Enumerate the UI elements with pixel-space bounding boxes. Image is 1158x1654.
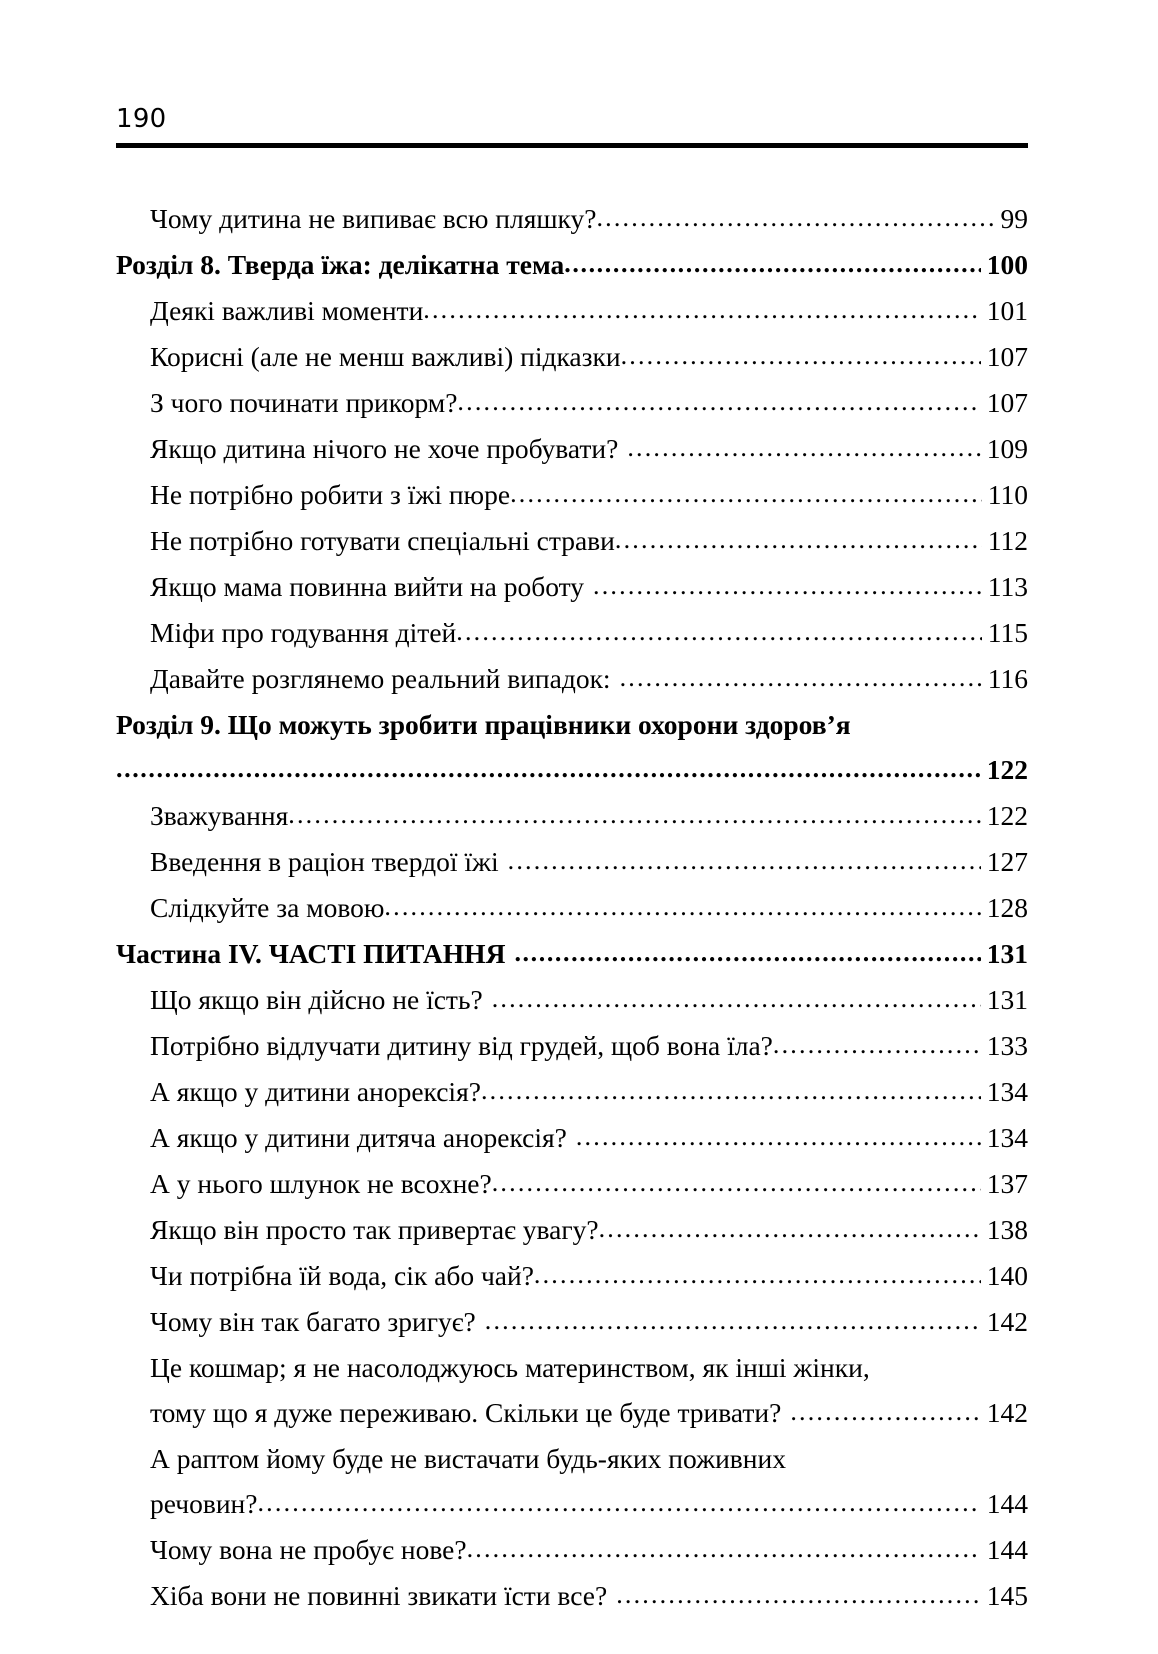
toc-entry-label: Що якщо він дійсно не їсть? xyxy=(150,984,483,1015)
toc-entry-label: Чи потрібна їй вода, сік або чай? xyxy=(150,1260,534,1291)
toc-entry-label: Чому дитина не випиває всю пляшку? xyxy=(150,203,597,234)
toc-entry-row xyxy=(150,1069,1028,1115)
toc-entry-row xyxy=(116,242,1028,288)
toc-entry-label: Слідкуйте за мовою xyxy=(150,892,385,923)
toc-entry[interactable] xyxy=(116,610,1028,656)
toc-leader-dots xyxy=(534,1253,981,1297)
running-head xyxy=(116,104,1028,148)
toc-entry[interactable] xyxy=(116,839,1028,885)
toc-leader-dots xyxy=(457,380,980,424)
toc-entry-row xyxy=(150,1161,1028,1207)
toc-entry-label: Не потрібно готувати спеціальні страви xyxy=(150,525,615,556)
toc-entry[interactable] xyxy=(116,288,1028,334)
toc-leader-dots xyxy=(773,1023,981,1067)
toc-entry-row xyxy=(150,1573,1028,1619)
toc-entry-row xyxy=(150,334,1028,380)
toc-leader-dots xyxy=(423,288,980,332)
toc-leader-dots xyxy=(257,1481,980,1525)
toc-entry-label: Корисні (але не менш важливі) підказки xyxy=(150,341,621,372)
toc-entry-row xyxy=(150,1115,1028,1161)
toc-leader-dots xyxy=(593,564,982,608)
toc-entry[interactable] xyxy=(116,564,1028,610)
toc-entry[interactable] xyxy=(116,702,1028,747)
toc-entry-row xyxy=(150,1390,1028,1436)
toc-entry[interactable] xyxy=(116,518,1028,564)
toc-entry[interactable] xyxy=(116,472,1028,518)
toc-entry-row xyxy=(150,472,1028,518)
toc-entry-row xyxy=(150,610,1028,656)
toc-entry-row xyxy=(150,885,1028,931)
toc-entry-label: Якщо він просто так привертає увагу? xyxy=(150,1214,599,1245)
toc-entry-page-number: 101 xyxy=(986,295,1028,326)
toc-entry-label: Потрібно відлучати дитину від грудей, щоб вона їла? xyxy=(150,1030,773,1061)
toc-entry-row xyxy=(150,1345,1028,1390)
toc-entry[interactable] xyxy=(116,1299,1028,1345)
toc-entry-label: Чому вона не пробує нове? xyxy=(150,1534,467,1565)
toc-entry-label: З чого починати прикорм? xyxy=(150,387,458,418)
toc-leader-dots xyxy=(510,472,982,516)
toc-entry-page-number: 142 xyxy=(986,1306,1028,1337)
toc-entry-label: Міфи про годування дітей xyxy=(150,617,457,648)
toc-entry-label: Не потрібно робити з їжі пюре xyxy=(150,479,511,510)
toc-entry-page-number: 144 xyxy=(986,1488,1028,1519)
toc-entry-page-number: 138 xyxy=(986,1214,1028,1245)
toc-entry-label: Введення в раціон твердої їжі xyxy=(150,846,499,877)
toc-entry-page-number: 122 xyxy=(986,800,1028,831)
toc-entry[interactable] xyxy=(116,1069,1028,1115)
toc-entry[interactable] xyxy=(116,1115,1028,1161)
header-rule-divider xyxy=(116,143,1028,148)
toc-entry-row xyxy=(150,656,1028,702)
toc-entry[interactable] xyxy=(116,1207,1028,1253)
toc-entry-row xyxy=(150,1299,1028,1345)
toc-entry-page-number: 115 xyxy=(987,617,1028,648)
toc-entry-label: Розділ 8. Тверда їжа: делікатна тема xyxy=(116,249,565,280)
toc-entry[interactable] xyxy=(116,1390,1028,1436)
toc-leader-dots xyxy=(790,1390,980,1434)
toc-entry-row xyxy=(150,288,1028,334)
toc-entry-row xyxy=(150,518,1028,564)
toc-entry-label: Давайте розглянемо реальний випадок: xyxy=(150,663,611,694)
toc-entry-page-number: 140 xyxy=(986,1260,1028,1291)
toc-entry-row xyxy=(150,839,1028,885)
toc-entry-page-number: 110 xyxy=(987,479,1028,510)
toc-entry-label: Розділ 9. Що можуть зробити працівники охорони здоров’я xyxy=(116,709,851,740)
toc-entry-page-number: 109 xyxy=(986,433,1028,464)
toc-leader-dots xyxy=(508,839,981,883)
toc-entry-row xyxy=(150,426,1028,472)
toc-entry-label: Деякі важливі моменти xyxy=(150,295,424,326)
toc-entry[interactable] xyxy=(116,334,1028,380)
toc-entry-page-number: 134 xyxy=(986,1076,1028,1107)
toc-entry[interactable] xyxy=(116,1023,1028,1069)
toc-entry[interactable] xyxy=(116,242,1028,288)
toc-leader-dots xyxy=(620,656,982,700)
toc-entry-page-number: 127 xyxy=(986,846,1028,877)
toc-entry-label: А якщо у дитини анорексія? xyxy=(150,1076,481,1107)
toc-entry-label: Це кошмар; я не насолоджуюсь материнством, як інші жінки, xyxy=(150,1352,870,1383)
toc-entry-label: Зважування xyxy=(150,800,289,831)
toc-entry-page-number: 99 xyxy=(1000,203,1028,234)
toc-entry-page-number: 142 xyxy=(986,1397,1028,1428)
toc-leader-dots xyxy=(456,610,982,654)
toc-entry-page-number: 116 xyxy=(987,663,1028,694)
toc-entry-row xyxy=(150,1527,1028,1573)
toc-entry-row xyxy=(150,977,1028,1023)
toc-entry-page-number: 107 xyxy=(986,387,1028,418)
toc-leader-dots xyxy=(481,1069,981,1113)
toc-entry-label: речовин? xyxy=(150,1488,258,1519)
toc-entry-label: А раптом йому буде не вистачати будь-яких поживних xyxy=(150,1443,786,1474)
toc-entry-page-number: 100 xyxy=(986,249,1028,280)
toc-entry[interactable] xyxy=(116,1527,1028,1573)
toc-entry[interactable] xyxy=(116,931,1028,977)
toc-leader-dots xyxy=(492,977,981,1021)
toc-entry-page-number: 145 xyxy=(986,1580,1028,1611)
toc-leader-dots xyxy=(514,931,980,975)
toc-entry[interactable] xyxy=(116,977,1028,1023)
toc-leader-dots xyxy=(384,885,980,929)
toc-entry-row xyxy=(150,1436,1028,1481)
toc-entry-label: тому що я дуже переживаю. Скільки це буде тривати? xyxy=(150,1397,782,1428)
toc-entry-row xyxy=(150,564,1028,610)
toc-entry-page-number: 134 xyxy=(986,1122,1028,1153)
toc-entry-page-number: 113 xyxy=(987,571,1028,602)
toc-leader-dots xyxy=(116,747,981,791)
toc-entry-row xyxy=(150,380,1028,426)
toc-entry-row xyxy=(150,196,1028,242)
toc-leader-dots xyxy=(576,1115,981,1159)
toc-entry-row xyxy=(150,1023,1028,1069)
toc-entry-label: Якщо мама повинна вийти на роботу xyxy=(150,571,585,602)
toc-leader-dots xyxy=(599,1207,981,1251)
toc-entry-row xyxy=(116,747,1028,793)
toc-entry[interactable] xyxy=(116,1161,1028,1207)
toc-entry-page-number: 122 xyxy=(986,754,1028,785)
toc-entry-row xyxy=(116,931,1028,977)
toc-entry-row xyxy=(150,1207,1028,1253)
toc-entry[interactable] xyxy=(116,885,1028,931)
toc-leader-dots xyxy=(564,242,980,286)
toc-leader-dots xyxy=(621,334,981,378)
toc-leader-dots xyxy=(616,1573,981,1617)
toc-leader-dots xyxy=(467,1527,981,1571)
toc-entry-label: А якщо у дитини дитяча анорексія? xyxy=(150,1122,567,1153)
toc-entry-page-number: 112 xyxy=(987,525,1028,556)
toc-leader-dots xyxy=(288,793,980,837)
toc-entry-page-number: 137 xyxy=(986,1168,1028,1199)
toc-entry-page-number: 131 xyxy=(986,938,1028,969)
toc-entry-page-number: 128 xyxy=(986,892,1028,923)
toc-entry[interactable] xyxy=(116,196,1028,242)
toc-entry-row xyxy=(150,1481,1028,1527)
toc-entry[interactable] xyxy=(116,747,1028,793)
toc-entry-row xyxy=(150,1253,1028,1299)
toc-entry-label: Хіба вони не повинні звикати їсти все? xyxy=(150,1580,608,1611)
toc-leader-dots xyxy=(492,1161,981,1205)
toc-entry-page-number: 107 xyxy=(986,341,1028,372)
toc-entry-row xyxy=(150,793,1028,839)
toc-entry-page-number: 131 xyxy=(986,984,1028,1015)
toc-entry-label: Частина IV. ЧАСТІ ПИТАННЯ xyxy=(116,938,506,969)
toc-entry-page-number: 133 xyxy=(986,1030,1028,1061)
toc-entry[interactable] xyxy=(116,380,1028,426)
toc-leader-dots xyxy=(596,196,994,240)
toc-entry[interactable] xyxy=(116,1573,1028,1619)
toc-entry[interactable] xyxy=(116,1345,1028,1390)
toc-entry[interactable] xyxy=(116,1253,1028,1299)
toc-entry-page-number: 144 xyxy=(986,1534,1028,1565)
table-of-contents xyxy=(116,196,1028,1619)
toc-entry-label: Чому він так багато зригує? xyxy=(150,1306,476,1337)
page-number-folio: 190 xyxy=(116,104,167,134)
toc-entry-label: А у нього шлунок не всохне? xyxy=(150,1168,492,1199)
toc-entry-label: Якщо дитина нічого не хоче пробувати? xyxy=(150,433,619,464)
toc-entry-row xyxy=(116,702,1028,747)
toc-entry[interactable] xyxy=(116,426,1028,472)
toc-entry[interactable] xyxy=(116,1436,1028,1481)
toc-entry[interactable] xyxy=(116,1481,1028,1527)
toc-entry[interactable] xyxy=(116,793,1028,839)
toc-entry[interactable] xyxy=(116,656,1028,702)
toc-leader-dots xyxy=(615,518,982,562)
toc-leader-dots xyxy=(485,1299,981,1343)
toc-leader-dots xyxy=(627,426,980,470)
